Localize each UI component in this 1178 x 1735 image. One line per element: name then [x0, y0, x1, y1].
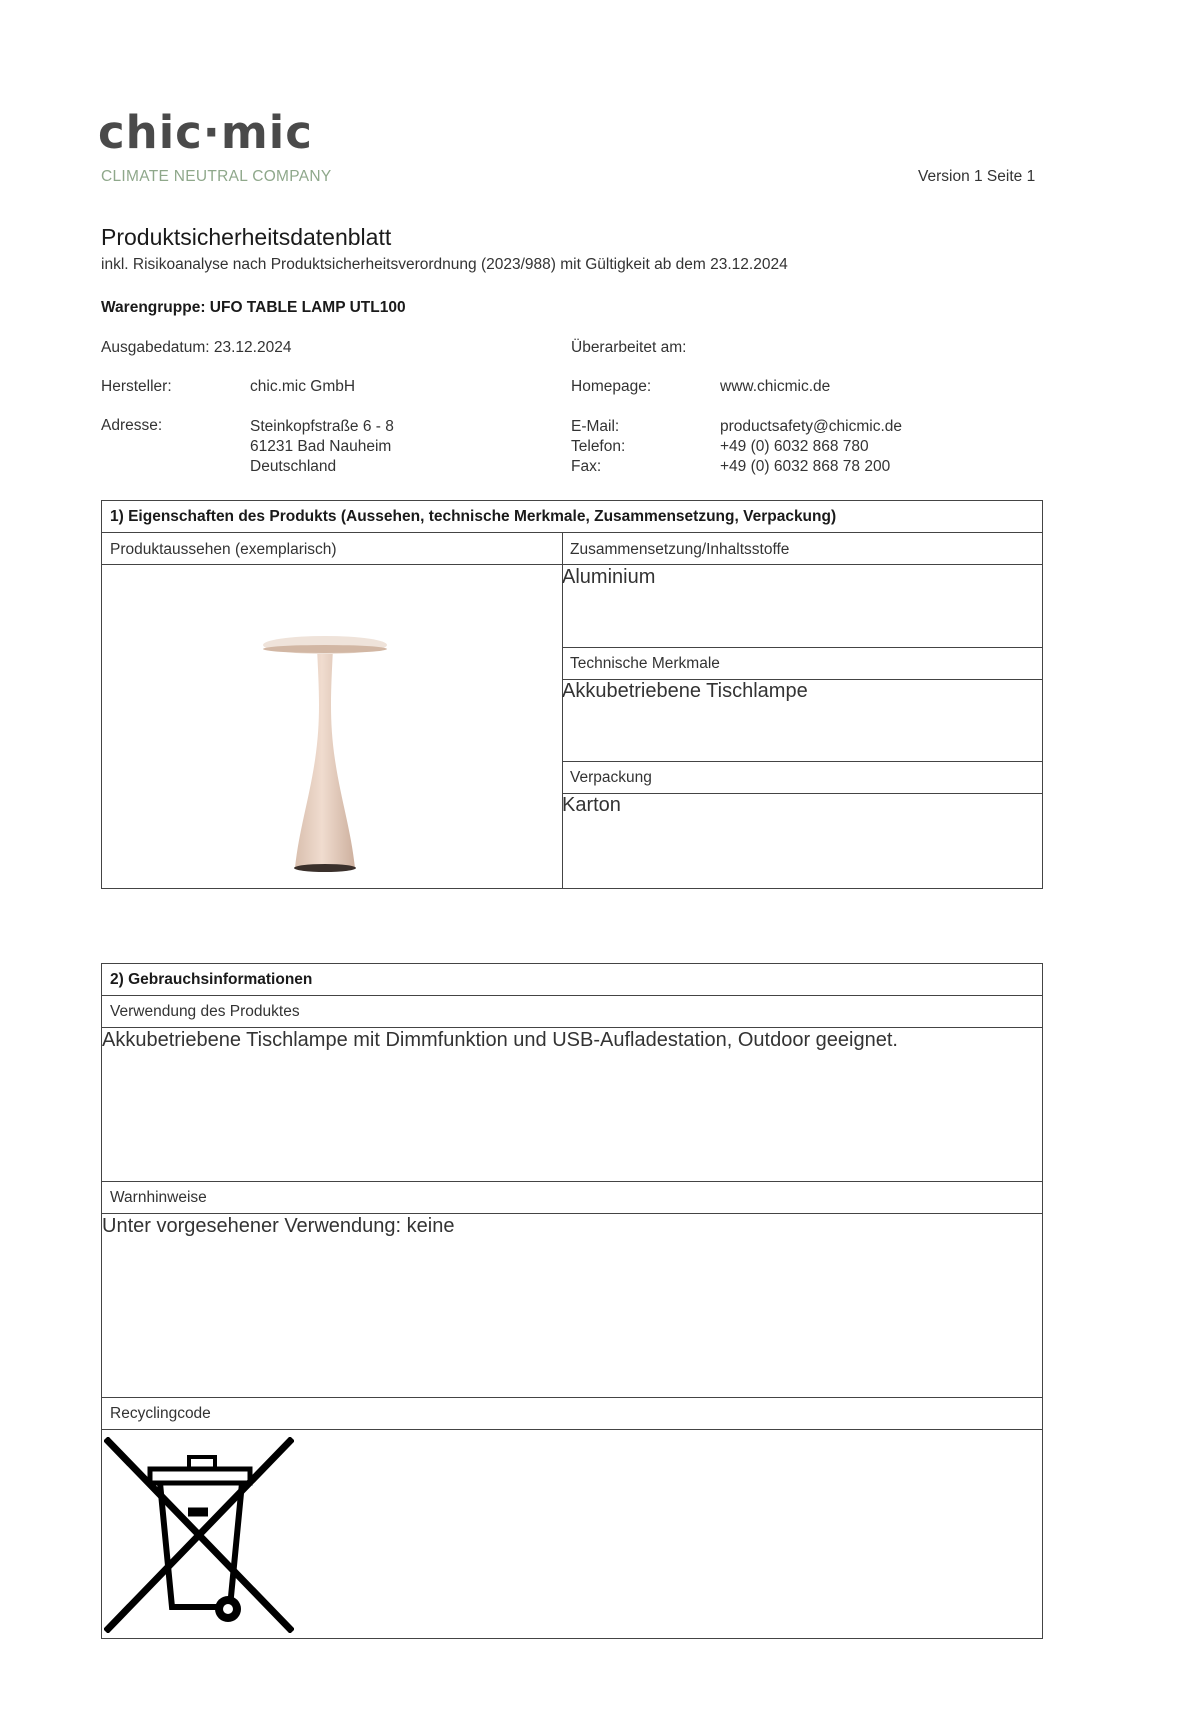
divider [562, 647, 1043, 648]
homepage-label: Homepage: [571, 378, 652, 395]
contact-labels [571, 417, 625, 477]
contact-values [720, 417, 902, 477]
recycling-label: Recyclingcode [110, 1405, 211, 1422]
section2-title: 2) Gebrauchsinformationen [110, 971, 313, 988]
composition-label: Zusammensetzung/Inhaltsstoffe [570, 541, 790, 558]
product-group: Warengruppe: UFO TABLE LAMP UTL100 [101, 299, 406, 316]
issue-date: Ausgabedatum: 23.12.2024 [101, 339, 292, 356]
crossed-bin-icon [104, 1437, 294, 1633]
divider [101, 1027, 1043, 1028]
divider [101, 1397, 1043, 1398]
address-value [250, 417, 394, 477]
fax-label: Fax: [571, 458, 602, 475]
divider [101, 1429, 1043, 1430]
address-line: Deutschland [250, 458, 337, 475]
email-link[interactable]: productsafety@chicmic.de [720, 418, 903, 435]
composition-value: Aluminium [562, 566, 656, 588]
warning-label: Warnhinweise [110, 1189, 207, 1206]
usage-value: Akkubetriebene Tischlampe mit Dimmfunktion und USB-Aufladestation, Outdoor geeignet. [102, 1029, 898, 1051]
document-title: Produktsicherheitsdatenblatt [101, 224, 392, 250]
divider [562, 761, 1043, 762]
usage-label: Verwendung des Produktes [110, 1003, 300, 1020]
divider [101, 1181, 1043, 1182]
revised-label: Überarbeitet am: [571, 339, 687, 356]
address-label: Adresse: [101, 417, 163, 434]
technical-label: Technische Merkmale [570, 655, 720, 672]
appearance-label: Produktaussehen (exemplarisch) [110, 541, 337, 558]
phone-label: Telefon: [571, 438, 626, 455]
warning-value: Unter vorgesehener Verwendung: keine [102, 1215, 455, 1237]
phone-value: +49 (0) 6032 868 780 [720, 438, 869, 455]
divider [562, 793, 1043, 794]
manufacturer-value: chic.mic GmbH [250, 378, 356, 395]
divider [101, 1213, 1043, 1214]
packaging-value: Karton [562, 794, 621, 816]
manufacturer-label: Hersteller: [101, 378, 172, 395]
section1-title: 1) Eigenschaften des Produkts (Aussehen, technische Merkmale, Zusammensetzung, Verpackung) [110, 508, 837, 525]
company-tagline: CLIMATE NEUTRAL COMPANY [101, 168, 332, 185]
email-label: E-Mail: [571, 418, 620, 435]
company-logo: chic·mic [98, 106, 313, 159]
address-line: 61231 Bad Nauheim [250, 438, 392, 455]
packaging-label: Verpackung [570, 769, 652, 786]
divider [101, 532, 1043, 533]
document-subtitle: inkl. Risikoanalyse nach Produktsicherheitsverordnung (2023/988) mit Gültigkeit ab dem 23.12.2024 [101, 256, 788, 273]
divider [101, 995, 1043, 996]
homepage-link[interactable]: www.chicmic.de [720, 378, 831, 395]
product-image [255, 630, 395, 875]
technical-value: Akkubetriebene Tischlampe [562, 680, 808, 702]
address-line: Steinkopfstraße 6 - 8 [250, 418, 394, 435]
divider [101, 564, 1043, 565]
fax-value: +49 (0) 6032 868 78 200 [720, 458, 891, 475]
version-page-label: Version 1 Seite 1 [918, 168, 1036, 185]
